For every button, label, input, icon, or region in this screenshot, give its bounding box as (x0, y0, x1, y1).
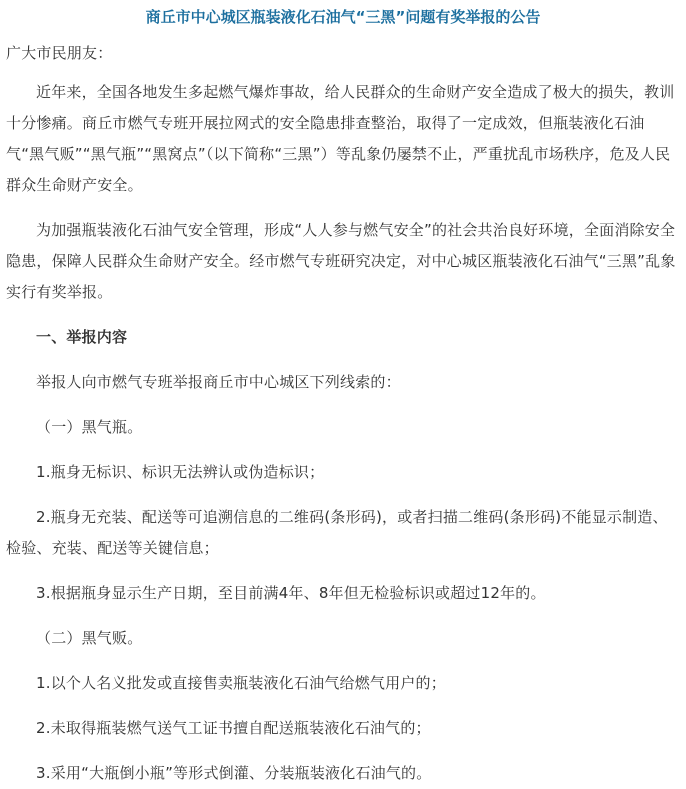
announcement-page (0, 6, 686, 782)
sub-1-item: 1.瓶身无标识、标识无法辨认或伪造标识； (36, 463, 325, 481)
sub-2-item: 2.未取得瓶装燃气送气工证书擅自配送瓶装液化石油气的； (36, 719, 431, 737)
sub-1-item: 2.瓶身无充装、配送等可追溯信息的二维码(条形码)，或者扫描二维码(条形码)不能显示制造、检验、充装、配送等关键信息； (6, 508, 668, 557)
section-1-intro: 举报人向市燃气专班举报商丘市中心城区下列线索的： (36, 373, 401, 391)
paragraph-1: 近年来，全国各地发生多起燃气爆炸事故，给人民群众的生命财产安全造成了极大的损失，教训十分惨痛。商丘市燃气专班开展拉网式的安全隐患排查整治，取得了一定成效，但瓶装液化石油气“黑气贩”“黑气瓶”“黑窝点”（以下简称“三黑”）等乱象仍屡禁不止，严重扰乱市场秩序，危及人民群众生命财产安全。 (6, 83, 675, 194)
section-1-heading: 一、举报内容 (36, 328, 128, 346)
paragraph-2: 为加强瓶装液化石油气安全管理，形成“人人参与燃气安全”的社会共治良好环境，全面消除安全隐患，保障人民群众生命财产安全。经市燃气专班研究决定，对中心城区瓶装液化石油气“三黑”乱象实行有奖举报。 (6, 221, 676, 301)
sub-1-heading: （一）黑气瓶。 (36, 418, 143, 436)
sub-2-item: 3.采用“大瓶倒小瓶”等形式倒灌、分装瓶装液化石油气的。 (36, 764, 432, 782)
sub-2-item: 1.以个人名义批发或直接售卖瓶装液化石油气给燃气用户的； (36, 674, 446, 692)
greeting: 广大市民朋友： (6, 44, 113, 62)
sub-1-item: 3.根据瓶身显示生产日期，至目前满4年、8年但无检验标识或超过12年的。 (36, 584, 546, 602)
sub-2-heading: （二）黑气贩。 (36, 629, 143, 647)
announcement-title: 商丘市中心城区瓶装液化石油气“三黑”问题有奖举报的公告 (145, 8, 541, 26)
